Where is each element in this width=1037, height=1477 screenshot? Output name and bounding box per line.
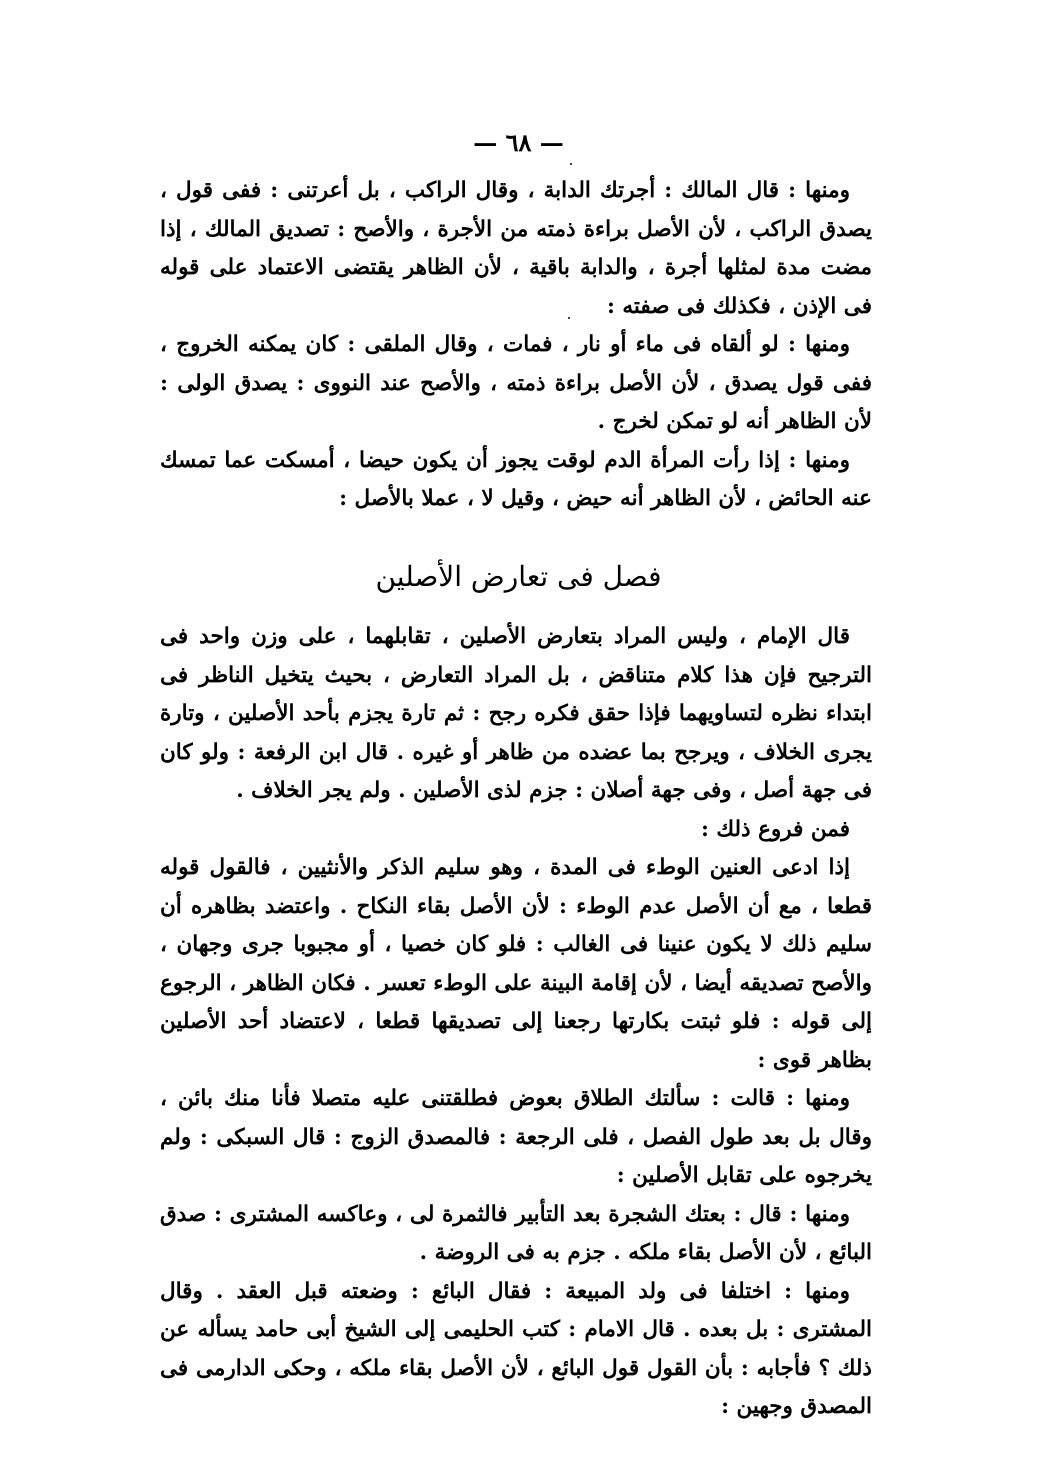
paragraph-thrown-in-water: ومنها : لو ألقاه فى ماء أو نار ، فمات ، وقال الملقى : كان يمكنه الخروج ، ففى قول يصدق ، لأن الأصل براءة ذمته ، والأصح عند النووى : يصدق الولى : لأن الظاهر أنه لو تمكن لخرج . xyxy=(160,332,872,434)
paragraph-branches-intro: فمن فروع ذلك : xyxy=(700,816,850,842)
paragraph-impotent-claim: إذا ادعى العنين الوطء فى المدة ، وهو سليم الذكر والأنثيين ، فالقول قوله قطعا ، مع أن الأصل عدم الوطء : لأن الأصل بقاء النكاح . واعتضد بظاهره أن سليم ذلك لا يكون عنينا فى الغالب : فلو كان خصيا ، أو مجبوبا جرى وجهان ، والأصح تصديقه أيضا ، لأن إقامة البينة على الوطء تعسر . فكان الظاهر ، الرجوع إلى قوله : فلو ثبتت بكارتها رجعنا إلى تصديقها قطعا ، لاعتضاد أحد الأصلين بظاهر قوى : xyxy=(160,855,872,1073)
section-heading: فصل فى تعارض الأصلين xyxy=(375,560,662,593)
paragraph-rent-dispute: ومنها : قال المالك : أجرتك الدابة ، وقال الراكب ، بل أعرتنى : ففى قول ، يصدق الراكب ، لأن الأصل براءة ذمته من الأجرة ، والأصح : تصديق المالك ، إذا مضت مدة لمثلها أجرة ، والدابة باقية ، لأن الظاهر يقتضى الاعتماد على قوله فى الإذن ، فكذلك فى صفته : xyxy=(160,178,872,319)
section-two xyxy=(160,618,872,1427)
paragraph-divorce-compensation: ومنها : قالت : سألتك الطلاق بعوض فطلقتنى عليه متصلا فأنا منك بائن ، وقال بل بعد طول الفصل ، فلى الرجعة : فالمصدق الزوج : قال السبكى : ولم يخرجوه على تقابل الأصلين : xyxy=(160,1086,872,1188)
paragraph-imam-definition: قال الإمام ، وليس المراد بتعارض الأصلين ، تقابلهما ، على وزن واحد فى الترجيح فإن هذا كلام متناقض ، بل المراد التعارض ، بحيث يتخيل الناظر فى ابتداء نظره لتساويهما فإذا حقق فكره رجح : ثم تارة يجزم بأحد الأصلين ، وتارة يجرى الخلاف ، ويرجح بما عضده من ظاهر أو غيره . قال ابن الرفعة : ولو كان فى جهة أصل ، وفى جهة أصلان : جزم لذى الأصلين . ولم يجر الخلاف . xyxy=(160,624,872,803)
page-number: — ٦٨ — xyxy=(473,128,564,157)
section-one xyxy=(160,172,872,519)
scan-speck xyxy=(570,163,572,165)
paragraph-offspring-dispute: ومنها : اختلفا فى ولد المبيعة : فقال البائع : وضعته قبل العقد . وقال المشترى : بل بعده . قال الامام : كتب الحليمى إلى الشيخ أبى حامد يسأله عن ذلك ؟ فأجابه : بأن القول قول البائع ، لأن الأصل بقاء ملكه ، وحكى الدارمى فى المصدق وجهين : xyxy=(160,1278,872,1419)
paragraph-tree-sale: ومنها : قال : بعتك الشجرة بعد التأبير فالثمرة لى ، وعاكسه المشترى : صدق البائع ، لأن الأصل بقاء ملكه . جزم به فى الروضة . xyxy=(160,1201,872,1265)
paragraph-menstruation: ومنها : إذا رأت المرأة الدم لوقت يجوز أن يكون حيضا ، أمسكت عما تمسك عنه الحائض ، لأن الظاهر أنه حيض ، وقيل لا ، عملا بالأصل : xyxy=(160,447,872,511)
